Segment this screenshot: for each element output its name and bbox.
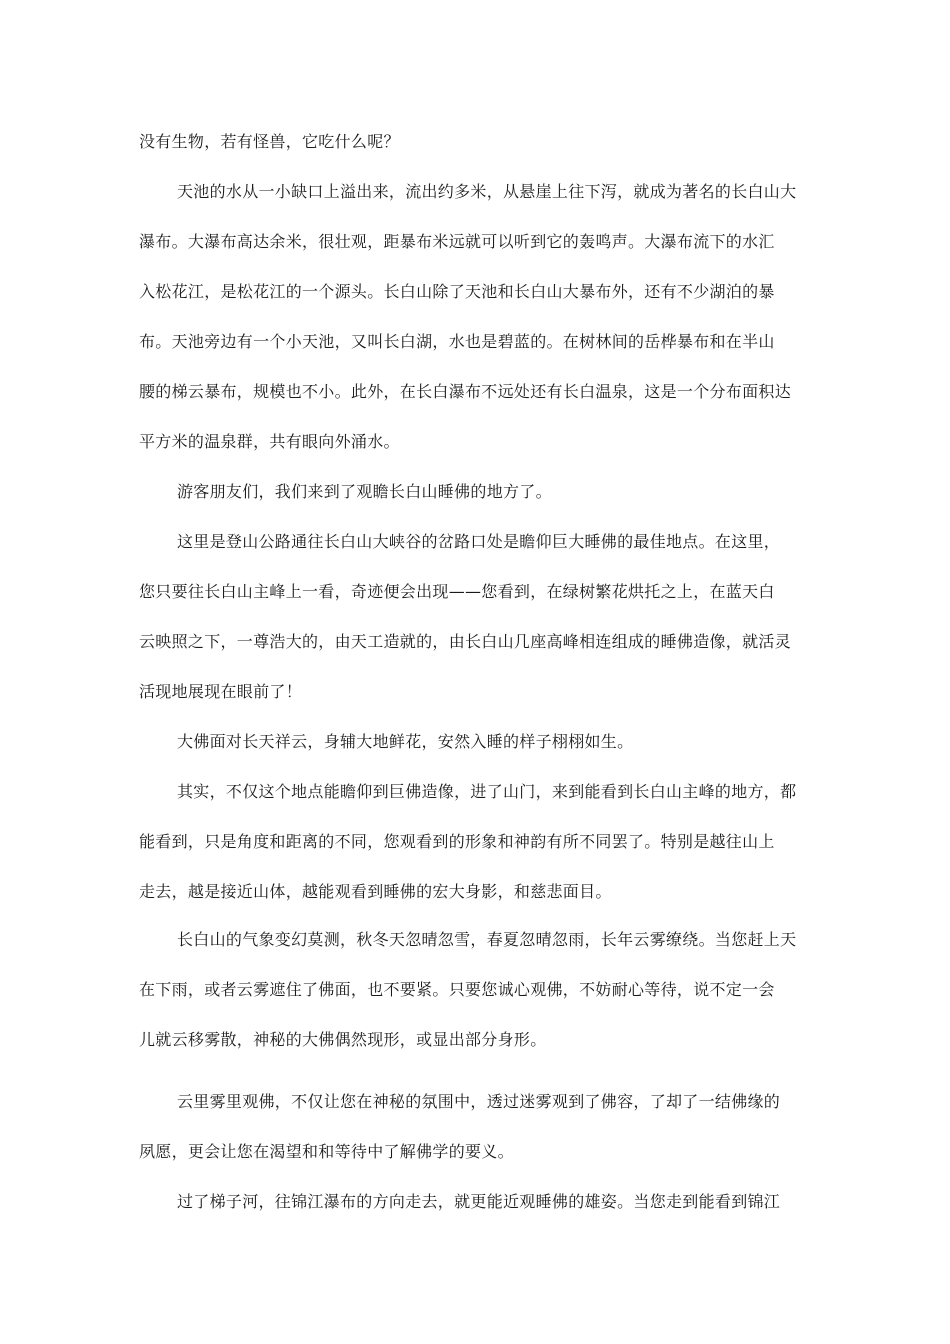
paragraph-start-line: 长白山的气象变幻莫测，秋冬天忽晴忽雪，春夏忽晴忽雨，长年云雾缭绕。当您赶上天 — [177, 930, 797, 949]
paragraph-start-line: 大佛面对长天祥云，身辅大地鲜花，安然入睡的样子栩栩如生。 — [177, 732, 634, 751]
paragraph-start-line: 过了梯子河，往锦江瀑布的方向走去，就更能近观睡佛的雄姿。当您走到能看到锦江 — [177, 1192, 781, 1211]
text-line: 平方米的温泉群，共有眼向外涌水。 — [139, 432, 400, 451]
text-line: 没有生物，若有怪兽，它吃什么呢？ — [139, 132, 400, 151]
text-line: 腰的梯云暴布，规模也不小。此外，在长白瀑布不远处还有长白温泉，这是一个分布面积达 — [139, 382, 792, 401]
text-line: 布。天池旁边有一个小天池，又叫长白湖，水也是碧蓝的。在树林间的岳桦暴布和在半山 — [139, 332, 775, 351]
paragraph-start-line: 其实，不仅这个地点能瞻仰到巨佛造像，进了山门，来到能看到长白山主峰的地方，都 — [177, 782, 797, 801]
text-line: 瀑布。大瀑布高达余米，很壮观，距暴布米远就可以听到它的轰鸣声。大瀑布流下的水汇 — [139, 232, 775, 251]
text-line: 活现地展现在眼前了！ — [139, 682, 303, 701]
paragraph-start-line: 云里雾里观佛，不仅让您在神秘的氛围中，透过迷雾观到了佛容，了却了一结佛缘的 — [177, 1092, 781, 1111]
text-line: 您只要往长白山主峰上一看，奇迹便会出现——您看到，在绿树繁花烘托之上，在蓝天白 — [139, 582, 775, 601]
text-line: 云映照之下，一尊浩大的，由天工造就的，由长白山几座高峰相连组成的睡佛造像，就活灵 — [139, 632, 792, 651]
paragraph-start-line: 游客朋友们，我们来到了观瞻长白山睡佛的地方了。 — [177, 482, 552, 501]
text-line: 能看到，只是角度和距离的不同，您观看到的形象和神韵有所不同罢了。特别是越往山上 — [139, 832, 775, 851]
paragraph-start-line: 这里是登山公路通往长白山大峡谷的岔路口处是瞻仰巨大睡佛的最佳地点。在这里， — [177, 532, 781, 551]
text-line: 儿就云移雾散，神秘的大佛偶然现形，或显出部分身形。 — [139, 1030, 547, 1049]
text-line: 夙愿，更会让您在渴望和和等待中了解佛学的要义。 — [139, 1142, 514, 1161]
text-line: 入松花江，是松花江的一个源头。长白山除了天池和长白山大暴布外，还有不少湖泊的暴 — [139, 282, 775, 301]
text-line: 在下雨，或者云雾遮住了佛面，也不要紧。只要您诚心观佛，不妨耐心等待，说不定一会 — [139, 980, 775, 999]
paragraph-start-line: 天池的水从一小缺口上溢出来，流出约多米，从悬崖上往下泻，就成为著名的长白山大 — [177, 182, 797, 201]
text-line: 走去，越是接近山体，越能观看到睡佛的宏大身影，和慈悲面目。 — [139, 882, 612, 901]
